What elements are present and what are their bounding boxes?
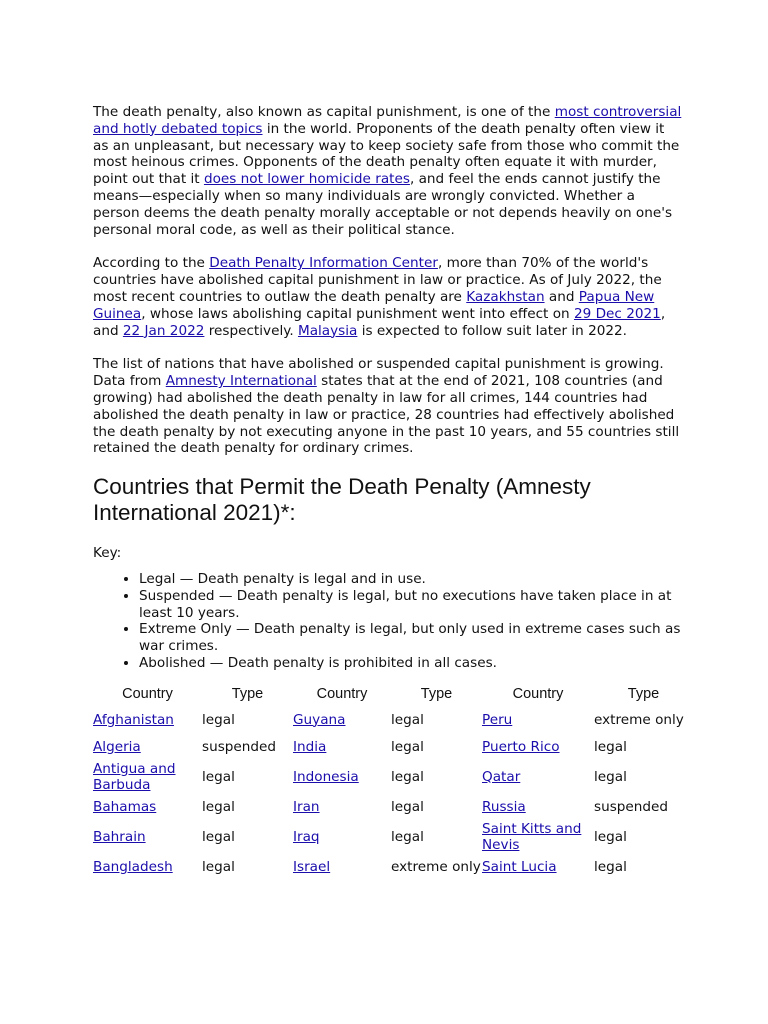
country-link[interactable]: Bangladesh — [93, 858, 173, 875]
type-cell: legal — [202, 768, 235, 785]
type-cell: legal — [594, 828, 627, 845]
section-heading: Countries that Permit the Death Penalty (Amnesty International 2021)*: — [93, 474, 591, 525]
country-link[interactable]: Saint Lucia — [482, 858, 557, 875]
country-link[interactable]: Russia — [482, 798, 526, 815]
table-row — [93, 707, 693, 734]
link-amnesty[interactable]: Amnesty International — [165, 373, 317, 390]
intro-paragraph-1 — [93, 104, 683, 238]
key-item-suspended: • Suspended — Death penalty is legal, but no executions have taken place in at least 10 years. — [139, 588, 683, 622]
type-cell: legal — [391, 798, 424, 815]
text: , more than 70% of the world's countries have abolished capital punishment in law or practice. As of July 2022, the most recent countries to outlaw the death penalty are — [93, 255, 662, 305]
type-cell: legal — [202, 828, 235, 845]
table-header-row — [93, 686, 693, 707]
type-cell: legal — [594, 738, 627, 755]
country-link[interactable]: Algeria — [93, 738, 141, 755]
intro-paragraph-2 — [93, 255, 683, 339]
type-cell: suspended — [594, 798, 669, 815]
link-malaysia[interactable]: Malaysia — [297, 322, 358, 339]
type-cell: suspended — [202, 738, 277, 755]
country-link[interactable]: Iraq — [293, 828, 320, 845]
link-dpic[interactable]: Death Penalty Information Center — [209, 255, 438, 272]
type-cell: extreme only — [594, 711, 684, 728]
country-link[interactable]: Peru — [482, 711, 513, 728]
text: and — [544, 288, 579, 305]
table-row — [93, 854, 693, 881]
link-date-2021[interactable]: 29 Dec 2021 — [573, 305, 661, 322]
country-link[interactable]: Qatar — [482, 768, 521, 785]
text: , and — [93, 305, 666, 339]
country-link[interactable]: Puerto Rico — [482, 738, 560, 755]
type-cell: legal — [391, 711, 424, 728]
type-cell: legal — [391, 738, 424, 755]
column-header: Country — [512, 685, 564, 702]
type-cell: legal — [594, 768, 627, 785]
link-kazakhstan[interactable]: Kazakhstan — [466, 288, 545, 305]
link-controversial-topics[interactable]: most controversial and hotly debated topics — [93, 104, 682, 137]
country-link[interactable]: Afghanistan — [93, 711, 174, 728]
text: in the world. Proponents of the death penalty often view it as an unpleasant, but necessary way to keep society safe from those who commit the most heinous crimes. Opponents of the death penalty often equate it with murder, point out that it — [93, 120, 680, 188]
countries-table — [93, 686, 693, 881]
text: The death penalty, also known as capital punishment, is one of the — [93, 104, 555, 120]
country-link[interactable]: India — [293, 738, 327, 755]
country-link[interactable]: Guyana — [293, 711, 346, 728]
column-header: Country — [122, 685, 173, 702]
column-header: Type — [231, 685, 264, 702]
text: According to the — [93, 255, 210, 272]
table-row — [93, 821, 693, 854]
key-list — [93, 571, 683, 672]
link-date-2022[interactable]: 22 Jan 2022 — [122, 322, 205, 339]
column-header: Type — [420, 685, 453, 702]
key-item-extreme-only: • Extreme Only — Death penalty is legal, but only used in extreme cases such as war crimes. — [139, 621, 683, 655]
text: The list of nations that have abolished or suspended capital punishment is growing. Data from — [93, 356, 664, 390]
column-header: Type — [627, 685, 660, 702]
table-row — [93, 734, 693, 761]
country-link[interactable]: Saint Kitts and Nevis — [482, 820, 582, 854]
key-item-abolished: • Abolished — Death penalty is prohibited in all cases. — [139, 655, 683, 672]
type-cell: legal — [202, 858, 235, 875]
country-link[interactable]: Antigua and Barbuda — [93, 760, 176, 794]
table-row — [93, 794, 693, 821]
country-link[interactable]: Bahrain — [93, 828, 146, 845]
country-link[interactable]: Iran — [293, 798, 320, 815]
type-cell: legal — [594, 858, 627, 875]
text: respectively. — [204, 322, 298, 339]
text: , and feel the ends cannot justify the means—especially when so many individuals are wrongly convicted. Whether a person deems the death penalty morally acceptable or not depends heavily on one's personal moral code, as well as their political stance. — [93, 171, 673, 238]
text: , whose laws abolishing capital punishment went into effect on — [141, 305, 574, 322]
type-cell: legal — [202, 711, 235, 728]
table-row — [93, 761, 693, 794]
column-header: Country — [316, 685, 368, 702]
intro-paragraph-3 — [93, 356, 683, 457]
key-item-legal: • Legal — Death penalty is legal and in use. — [139, 571, 683, 588]
type-cell: legal — [202, 798, 235, 815]
type-cell: extreme only — [391, 858, 481, 875]
country-link[interactable]: Indonesia — [293, 768, 359, 785]
country-link[interactable]: Bahamas — [93, 798, 157, 815]
text: is expected to follow suit later in 2022. — [357, 322, 627, 339]
link-homicide-rates[interactable]: does not lower homicide rates — [203, 171, 410, 188]
country-link[interactable]: Israel — [293, 858, 331, 875]
key-label: Key: — [93, 545, 122, 562]
article-body — [93, 104, 683, 881]
type-cell: legal — [391, 828, 424, 845]
type-cell: legal — [391, 768, 424, 785]
link-papua-new-guinea[interactable]: Papua New Guinea — [93, 288, 655, 322]
text: states that at the end of 2021, 108 countries (and growing) had abolished the death penalty in law for all crimes, 144 countries had abolished the death penalty in law or practice, 28 countries had effectively abolished the death penalty by not executing anyone in the past 10 years, and 55 countries still retained the death penalty for ordinary crimes. — [93, 373, 680, 457]
